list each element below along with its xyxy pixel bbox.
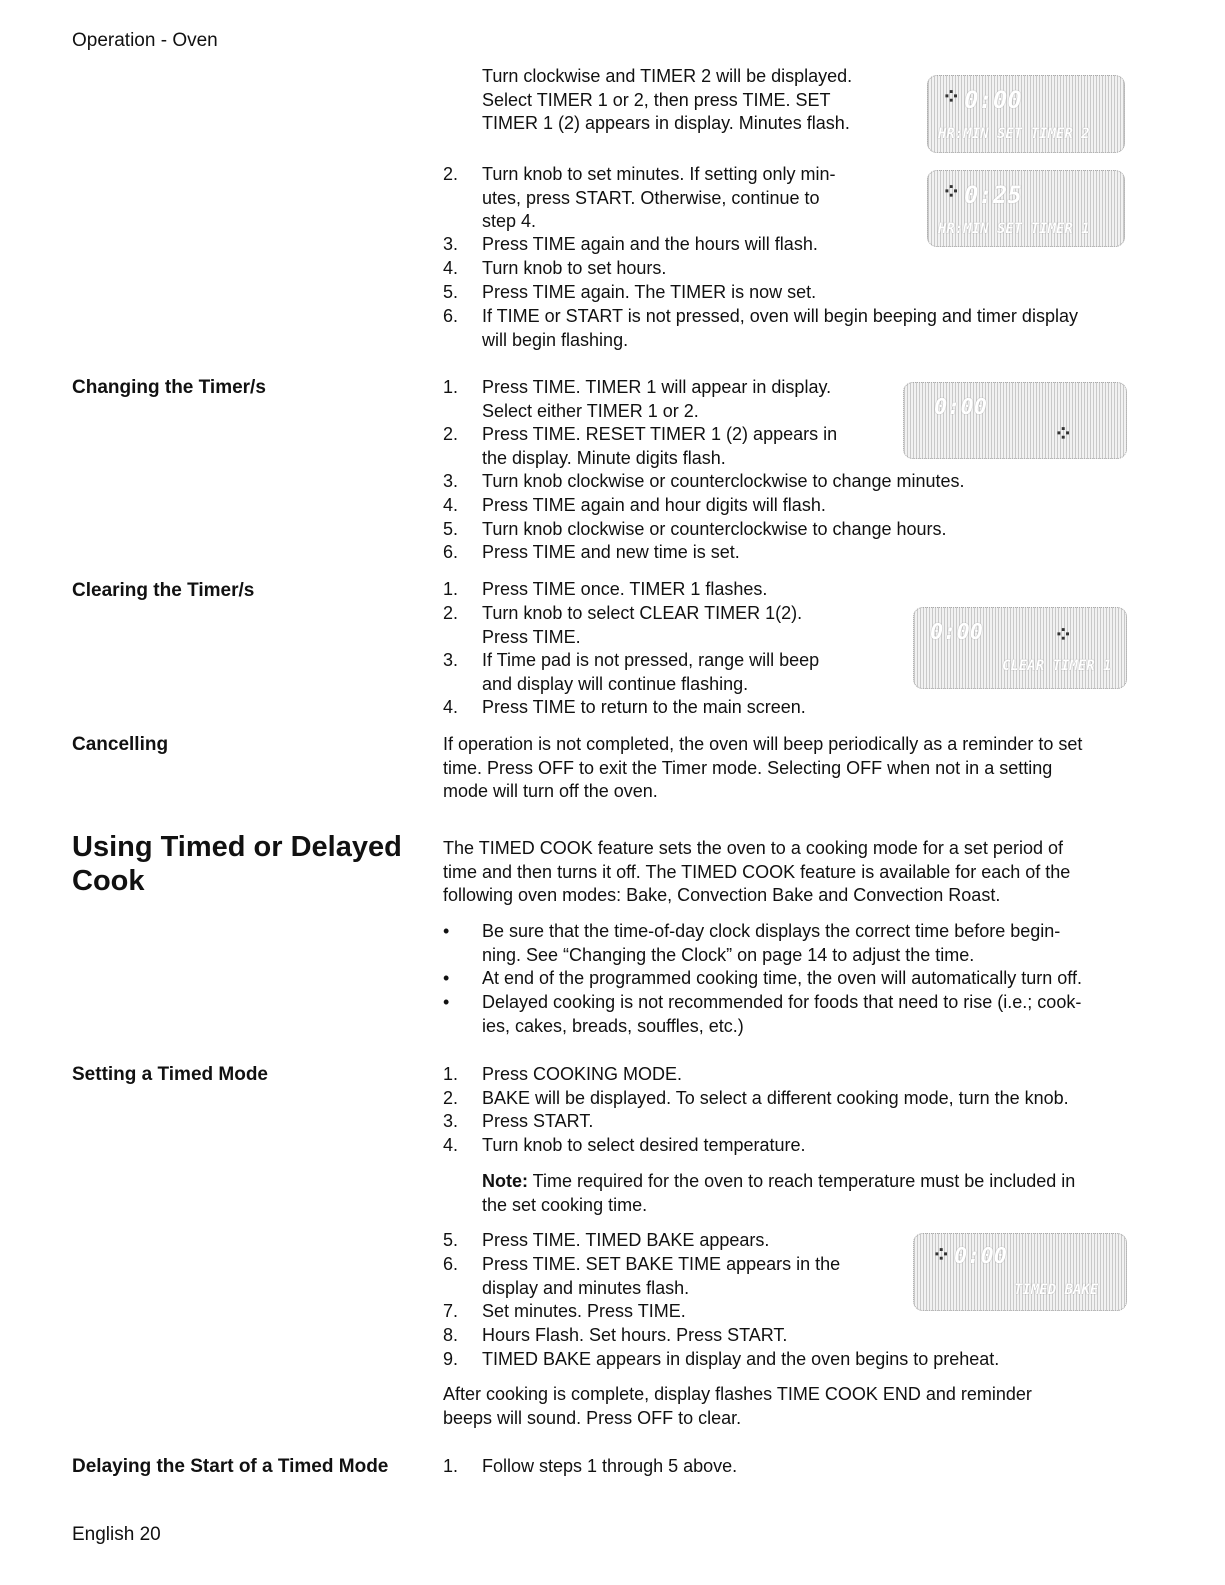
- paragraph-line: After cooking is complete, display flashes TIME COOK END and reminder: [443, 1384, 1032, 1404]
- after-cooking-paragraph: [443, 1383, 1032, 1430]
- step-number: 6.: [443, 306, 459, 326]
- flash-indicator-icon: ⁘: [942, 84, 961, 109]
- list-item: [482, 920, 1060, 967]
- step-text: Press TIME and new time is set.: [482, 542, 740, 562]
- section-title-timed-cook: Using Timed or Delayed Cook: [72, 831, 402, 897]
- paragraph-line: mode will turn off the oven.: [443, 781, 658, 801]
- note-text: the set cooking time.: [482, 1194, 648, 1215]
- display-digits: 0:00: [934, 395, 987, 420]
- intro-line: TIMER 1 (2) appears in display. Minutes flash.: [482, 113, 850, 133]
- timer-display-image: [913, 607, 1127, 689]
- step-text: Set minutes. Press TIME.: [482, 1301, 686, 1321]
- step-text: Select either TIMER 1 or 2.: [482, 400, 699, 421]
- step-text: Hours Flash. Set hours. Press START.: [482, 1325, 788, 1345]
- list-item: [482, 967, 1082, 991]
- step-text: BAKE will be displayed. To select a different cooking mode, turn the knob.: [482, 1088, 1069, 1108]
- step-number: 3.: [443, 234, 459, 254]
- step-number: 3.: [443, 471, 459, 491]
- flash-indicator-icon: ⁘: [942, 179, 961, 204]
- step-text: Press TIME.: [482, 626, 581, 647]
- step-number: 3.: [443, 650, 459, 670]
- bullet-icon: •: [443, 921, 450, 941]
- step-text: utes, press START. Otherwise, continue to: [482, 187, 820, 208]
- display-digits: 0:00: [964, 86, 1022, 114]
- step-text: Turn knob clockwise or counterclockwise to change hours.: [482, 519, 947, 539]
- intro-text: [482, 65, 852, 136]
- flash-indicator-icon: ⁘: [932, 1242, 951, 1267]
- page-footer: English 20: [72, 1524, 161, 1545]
- paragraph-line: The TIMED COOK feature sets the oven to a cooking mode for a set period of: [443, 838, 1063, 858]
- section-heading-cancelling: Cancelling: [72, 734, 169, 755]
- step-number: 5.: [443, 282, 459, 302]
- step-number: 8.: [443, 1325, 459, 1345]
- display-digits: 0:25: [964, 181, 1022, 209]
- intro-line: Turn clockwise and TIMER 2 will be displayed.: [482, 66, 853, 86]
- bullet-text: At end of the programmed cooking time, the oven will automatically turn off.: [482, 968, 1082, 988]
- step-number: 6.: [443, 542, 459, 562]
- display-caption: HR:MIN SET TIMER 2: [938, 126, 1090, 142]
- step-text: Press TIME again. The TIMER is now set.: [482, 282, 817, 302]
- step-number: 3.: [443, 1111, 459, 1131]
- step-text: Turn knob to set hours.: [482, 258, 667, 278]
- step-number: 5.: [443, 519, 459, 539]
- step-number: 1.: [443, 1456, 459, 1476]
- step-number: 2.: [443, 1088, 459, 1108]
- step-number: 1.: [443, 377, 459, 397]
- step-number: 1.: [443, 579, 459, 599]
- step-number: 4.: [443, 697, 459, 717]
- bullet-icon: •: [443, 968, 450, 988]
- display-digits: 0:00: [954, 1244, 1007, 1269]
- step-number: 4.: [443, 258, 459, 278]
- step-number: 6.: [443, 1254, 459, 1274]
- bullet-text: Delayed cooking is not recommended for foods that need to rise (i.e.; cook-: [482, 992, 1082, 1012]
- step-text: Press TIME. TIMED BAKE appears.: [482, 1230, 770, 1250]
- section-heading-delaying: Delaying the Start of a Timed Mode: [72, 1456, 389, 1477]
- timer-display-image: [927, 170, 1125, 247]
- paragraph-line: beeps will sound. Press OFF to clear.: [443, 1407, 742, 1428]
- step-text: Press TIME again and the hours will flash.: [482, 234, 818, 254]
- timed-intro-paragraph: [443, 837, 1070, 908]
- flash-indicator-icon: ⁘: [1054, 622, 1073, 647]
- step-number: 4.: [443, 1135, 459, 1155]
- step-text: If Time pad is not pressed, range will beep: [482, 650, 820, 670]
- step-text: Press TIME again and hour digits will flash.: [482, 495, 826, 515]
- page-header: Operation - Oven: [72, 30, 218, 51]
- step-text: Press TIME once. TIMER 1 flashes.: [482, 579, 768, 599]
- display-digits: 0:00: [930, 620, 983, 645]
- step-text: the display. Minute digits flash.: [482, 447, 726, 468]
- step-text: Turn knob to select desired temperature.: [482, 1135, 806, 1155]
- step-number: 9.: [443, 1349, 459, 1369]
- timer-display-image: [913, 1233, 1127, 1311]
- step-text: Press TIME to return to the main screen.: [482, 697, 806, 717]
- cancelling-paragraph: [443, 733, 1082, 804]
- section-heading-setting: Setting a Timed Mode: [72, 1064, 269, 1085]
- step-text: Press COOKING MODE.: [482, 1064, 683, 1084]
- section-heading-changing: Changing the Timer/s: [72, 377, 266, 398]
- paragraph-line: following oven modes: Bake, Convection Bake and Convection Roast.: [443, 885, 1001, 905]
- display-caption: HR:MIN SET TIMER 1: [938, 221, 1090, 237]
- step-text: Press TIME. TIMER 1 will appear in display.: [482, 377, 832, 397]
- step-text: and display will continue flashing.: [482, 673, 749, 694]
- paragraph-line: time and then turns it off. The TIMED COOK feature is available for each of the: [443, 861, 1071, 882]
- note-label: Note:: [482, 1171, 528, 1191]
- step-number: 2.: [443, 424, 459, 444]
- note-paragraph: [482, 1170, 1075, 1217]
- step-text: TIMED BAKE appears in display and the oven begins to preheat.: [482, 1349, 1000, 1369]
- step-text: Press TIME. RESET TIMER 1 (2) appears in: [482, 424, 838, 444]
- bullet-text: ning. See “Changing the Clock” on page 14 to adjust the time.: [482, 944, 975, 965]
- step-text: Press TIME. SET BAKE TIME appears in the: [482, 1254, 841, 1274]
- step-text: Follow steps 1 through 5 above.: [482, 1456, 738, 1476]
- display-caption: TIMED BAKE: [1014, 1282, 1099, 1298]
- step-text: display and minutes flash.: [482, 1277, 690, 1298]
- bullet-text: ies, cakes, breads, souffles, etc.): [482, 1015, 744, 1036]
- paragraph-line: If operation is not completed, the oven will beep periodically as a reminder to set: [443, 734, 1083, 754]
- step-text: Turn knob to set minutes. If setting only min-: [482, 164, 836, 184]
- display-caption: CLEAR TIMER 1: [1002, 658, 1112, 674]
- step-text: will begin flashing.: [482, 329, 629, 350]
- paragraph-line: time. Press OFF to exit the Timer mode. Selecting OFF when not in a setting: [443, 757, 1053, 778]
- bullet-text: Be sure that the time-of-day clock displays the correct time before begin-: [482, 921, 1061, 941]
- section-heading-clearing: Clearing the Timer/s: [72, 580, 255, 601]
- step-number: 2.: [443, 603, 459, 623]
- intro-line: Select TIMER 1 or 2, then press TIME. SET: [482, 89, 831, 110]
- step-text: Turn knob to select CLEAR TIMER 1(2).: [482, 603, 803, 623]
- step-number: 2.: [443, 164, 459, 184]
- step-text: Press START.: [482, 1111, 594, 1131]
- note-text: Time required for the oven to reach temperature must be included in: [528, 1171, 1076, 1191]
- flash-indicator-icon: ⁘: [1054, 421, 1073, 446]
- step-text: step 4.: [482, 211, 537, 231]
- step-number: 4.: [443, 495, 459, 515]
- timer-display-image: [927, 75, 1125, 153]
- timer-display-image: [903, 382, 1127, 459]
- list-item: [482, 991, 1081, 1038]
- step-number: 1.: [443, 1064, 459, 1084]
- step-text: Turn knob clockwise or counterclockwise to change minutes.: [482, 471, 965, 491]
- step-text: If TIME or START is not pressed, oven will begin beeping and timer display: [482, 306, 1078, 326]
- step-number: 5.: [443, 1230, 459, 1250]
- bullet-icon: •: [443, 992, 450, 1012]
- step-number: 7.: [443, 1301, 459, 1321]
